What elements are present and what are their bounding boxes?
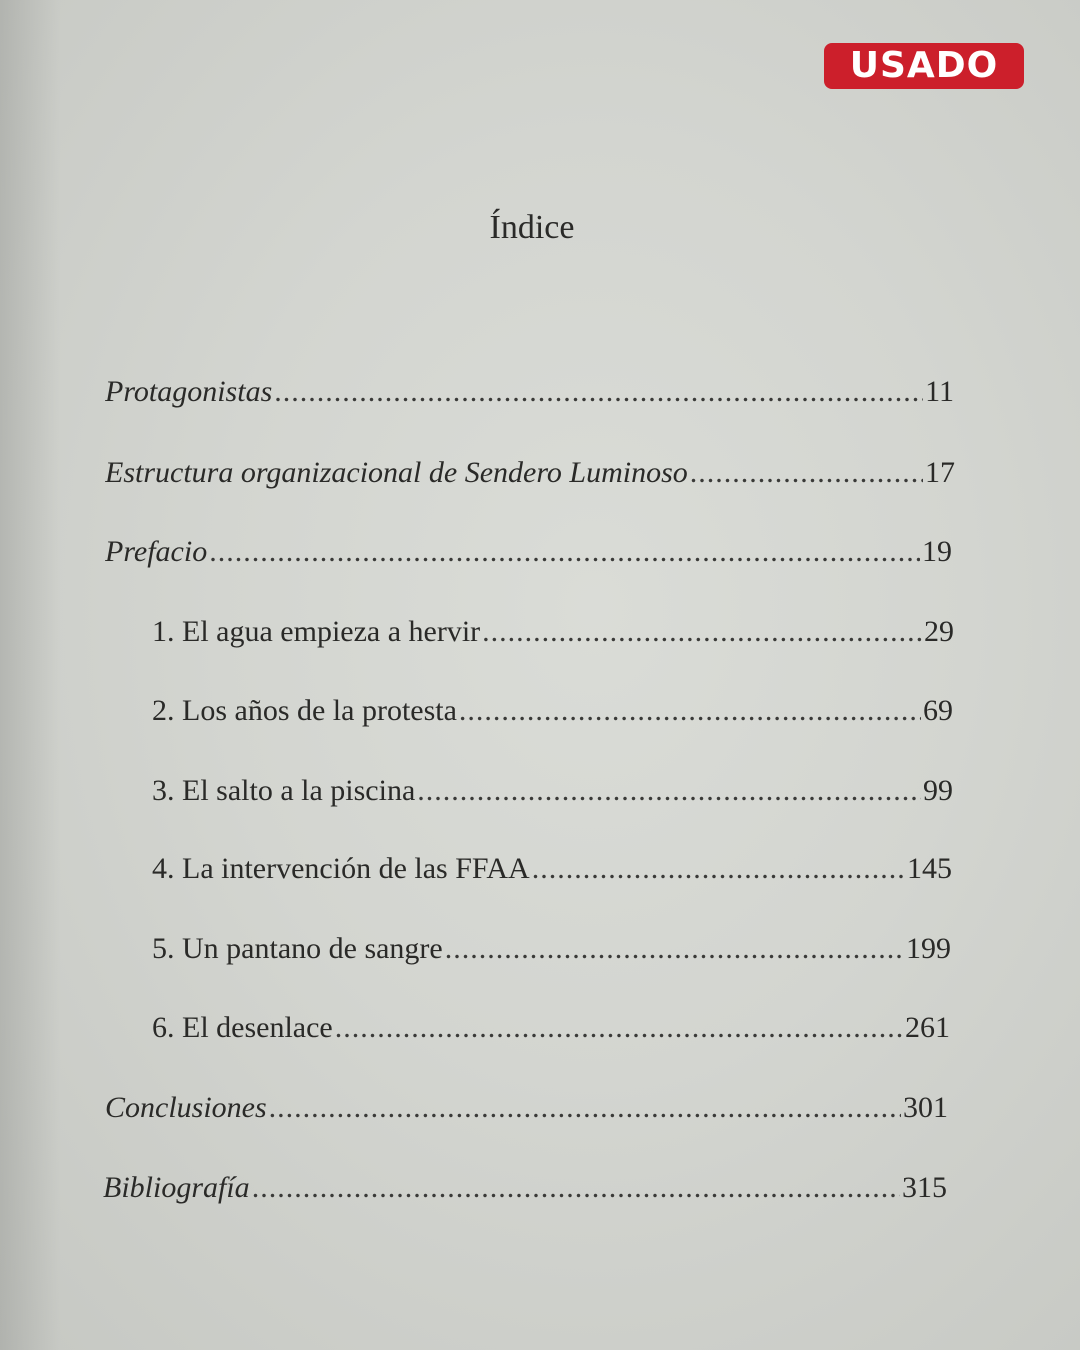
toc-entry-chapter-2: [152, 691, 953, 731]
toc-entry-label: 2. Los años de la protesta: [152, 694, 457, 727]
toc-entry-page-number: 301: [903, 1091, 948, 1124]
toc-entry-page-number: 315: [902, 1171, 947, 1204]
toc-entry-label: 1. El agua empieza a hervir: [152, 615, 481, 648]
toc-entry-page-number: 17: [925, 456, 955, 489]
toc-entry-conclusiones: [105, 1088, 948, 1128]
dot-leader: [252, 1168, 900, 1208]
dot-leader: [532, 849, 905, 889]
toc-entry-page-number: 99: [923, 774, 953, 807]
dot-leader: [274, 372, 923, 412]
toc-entry-page-number: 69: [923, 694, 953, 727]
toc-entry-page-number: 199: [906, 932, 951, 965]
toc-entry-chapter-6: [152, 1008, 950, 1048]
page-title: Índice: [489, 209, 575, 246]
toc-entry-chapter-4: [152, 849, 952, 889]
toc-entry-estructura: [105, 453, 955, 493]
toc-entry-page-number: 261: [905, 1011, 950, 1044]
toc-entry-page-number: 19: [922, 535, 952, 568]
dot-leader: [482, 612, 922, 652]
dot-leader: [417, 771, 921, 811]
dot-leader: [690, 453, 923, 493]
dot-leader: [445, 929, 904, 969]
toc-entry-label: 6. El desenlace: [152, 1011, 333, 1044]
dot-leader: [335, 1008, 903, 1048]
toc-entry-page-number: 145: [907, 852, 952, 885]
dot-leader: [269, 1088, 901, 1128]
toc-entry-chapter-5: [152, 929, 951, 969]
toc-entry-page-number: 29: [924, 615, 954, 648]
toc-entry-page-number: 11: [925, 375, 954, 408]
toc-entry-protagonistas: [105, 372, 954, 412]
toc-entry-label: Conclusiones: [105, 1091, 267, 1124]
toc-entry-label: Bibliografía: [103, 1171, 250, 1204]
toc-entry-chapter-3: [152, 771, 953, 811]
toc-entry-chapter-1: [152, 612, 954, 652]
toc-entry-label: 4. La intervención de las FFAA: [152, 852, 530, 885]
used-condition-badge: USADO: [824, 43, 1024, 89]
toc-entry-label: 3. El salto a la piscina: [152, 774, 416, 807]
dot-leader: [459, 691, 921, 731]
toc-entry-label: Estructura organizacional de Sendero Luminoso: [105, 456, 688, 489]
toc-entry-prefacio: [105, 532, 952, 572]
toc-entry-label: Protagonistas: [105, 375, 273, 408]
toc-entry-label: Prefacio: [105, 535, 208, 568]
toc-entry-label: 5. Un pantano de sangre: [152, 932, 443, 965]
dot-leader: [209, 532, 920, 572]
toc-entry-bibliografia: [103, 1168, 947, 1208]
